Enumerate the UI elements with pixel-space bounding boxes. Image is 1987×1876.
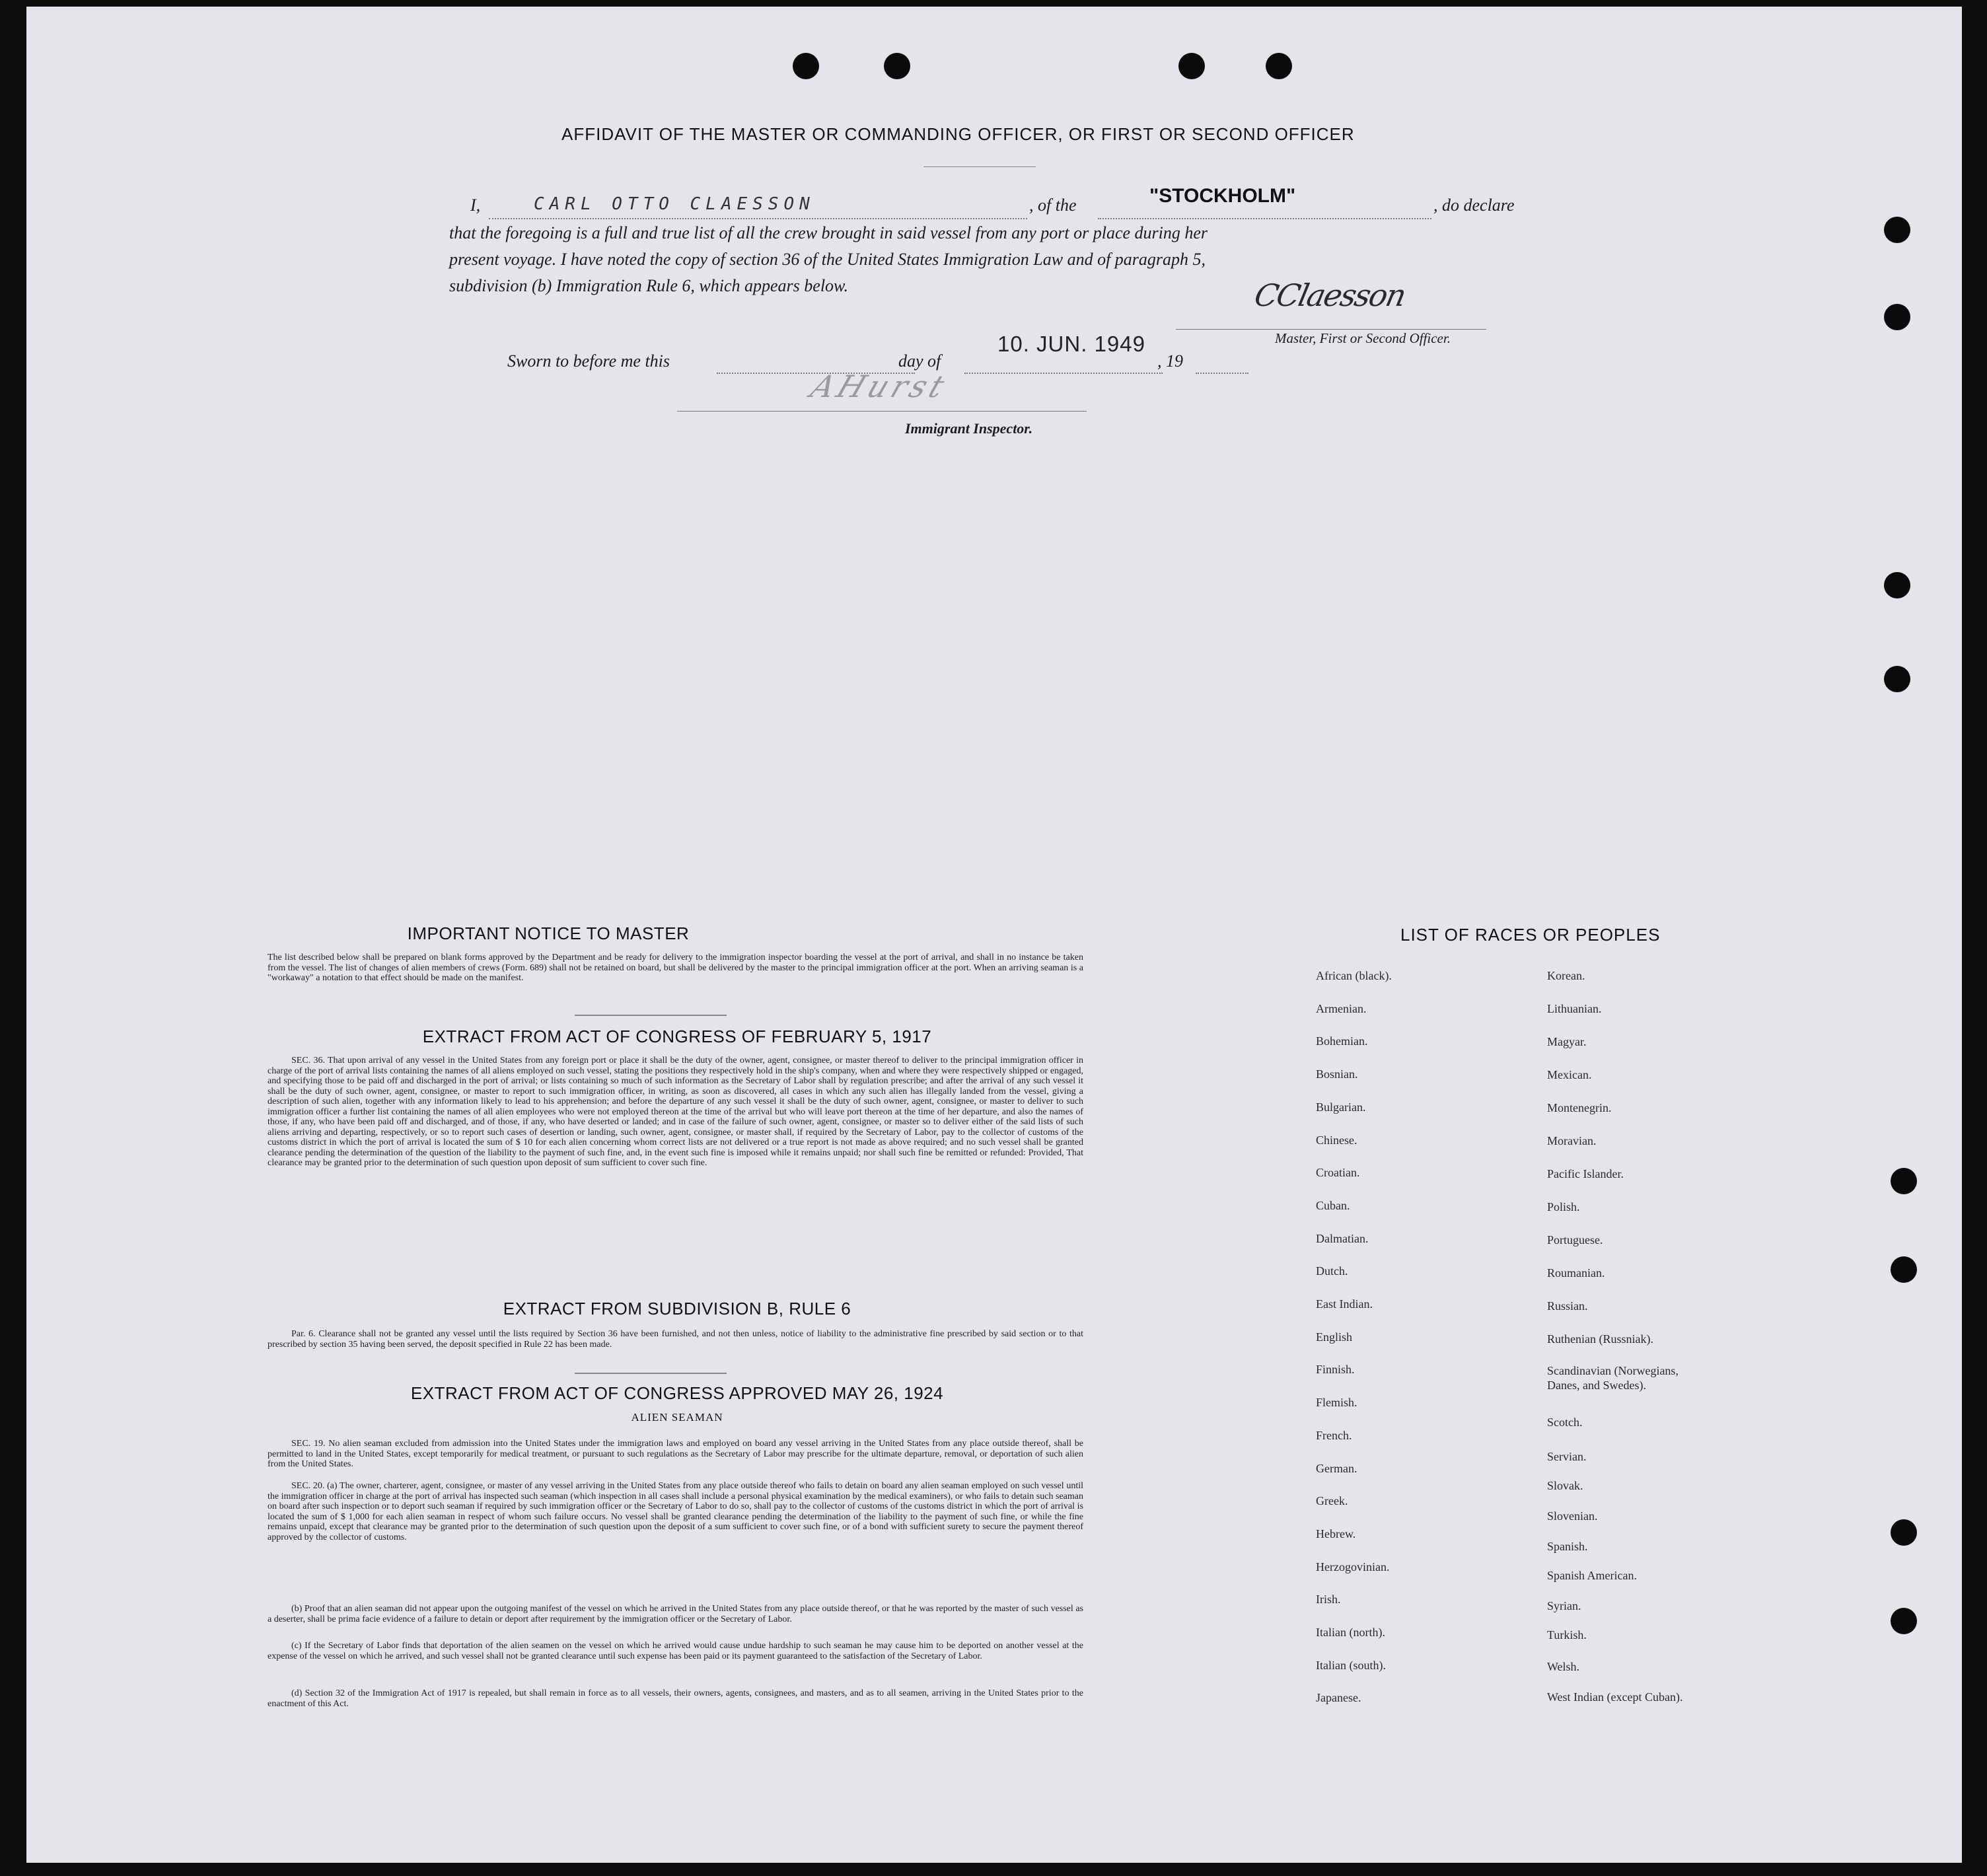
punch-hole xyxy=(1266,53,1292,79)
sworn-month-line xyxy=(964,373,1163,374)
sworn-year-line xyxy=(1196,373,1248,374)
race-item: Mexican. xyxy=(1547,1068,1592,1081)
race-item: Italian (north). xyxy=(1316,1626,1385,1639)
race-item: Scandinavian (Norwegians, Danes, and Swedes). xyxy=(1547,1364,1679,1392)
race-item: Japanese. xyxy=(1316,1691,1361,1705)
punch-hole xyxy=(1891,1168,1917,1194)
race-item: Bosnian. xyxy=(1316,1067,1358,1081)
extract-1924-sec20c: (c) If the Secretary of Labor finds that deportation of the alien seamen on the vessel on which he arrived would cause undue hardship to such seaman he may cause him to be deported on another vessel at the expense of the vessel on which he arrived, and such vessel shall not be granted clearance until such expense has been paid or its payment guaranteed to the satisfaction of the Secretary of Labor. xyxy=(268,1641,1083,1661)
inspector-line xyxy=(677,411,1087,412)
race-item: French. xyxy=(1316,1428,1352,1442)
master-name-line xyxy=(489,218,1027,219)
race-item: Magyar. xyxy=(1547,1035,1587,1048)
extract-1924-sec20b: (b) Proof that an alien seaman did not appear upon the outgoing manifest of the vessel on which he arrived in the United States from any place outside thereof, or that he was reported by the master of such vessel as a deserter, shall be prima facie evidence of a failure to detain or deport after requirement by the immigration officer or the Secretary of Labor. xyxy=(268,1604,1083,1624)
vessel-name-line xyxy=(1098,218,1431,219)
extract-1924-sec20a: SEC. 20. (a) The owner, charterer, agent, consignee, or master of any vessel arriving in the United States from any place outside thereof who fails to detain on board any alien seaman employed on such vessel until the immigration officer in charge at the port of arrival has inspected such seaman (which inspection in all cases shall include a personal physical examination by the medical examiners), or who fails to detain such seaman on board after such inspection or to deport such seaman if required by such immigration officer or the Secretary of Labor to do so, shall pay to the collector of customs of the customs district in which the port of arrival is located the sum of $ 1,000 for each alien seaman in respect of whom such failure occurs. No vessel shall be granted clearance pending the determination of the liability to the payment of such fine, or while the fine remains unpaid, except that clearance may be granted prior to the determination of such question upon the deposit of a sum sufficient to cover such fine, or of a bond with sufficient surety to secure the payment thereof approved by the collector of customs. xyxy=(268,1481,1083,1542)
race-item: Chinese. xyxy=(1316,1133,1357,1147)
race-item: Spanish American. xyxy=(1547,1569,1637,1582)
punch-hole xyxy=(1884,304,1910,330)
signature-caption: Master, First or Second Officer. xyxy=(1275,330,1451,346)
form-sheet xyxy=(26,7,1962,1863)
extract-rule6-title: EXTRACT FROM SUBDIVISION B, RULE 6 xyxy=(503,1299,851,1318)
race-item: Roumanian. xyxy=(1547,1266,1605,1280)
race-item: Russian. xyxy=(1547,1299,1588,1313)
sworn-year-prefix: , 19 xyxy=(1157,351,1183,371)
race-item: East Indian. xyxy=(1316,1297,1373,1311)
race-item: Bulgarian. xyxy=(1316,1100,1366,1114)
sworn-date-stamp[interactable]: 10. JUN. 1949 xyxy=(997,332,1145,356)
affidavit-line1-lead: I, xyxy=(470,196,481,215)
affidavit-line1-mid: , of the xyxy=(1029,196,1077,215)
race-item: Slovak. xyxy=(1547,1479,1583,1492)
signature-line xyxy=(1176,329,1486,330)
race-item: Hebrew. xyxy=(1316,1527,1356,1540)
punch-hole xyxy=(1884,217,1910,243)
race-item: Portuguese. xyxy=(1547,1233,1603,1246)
race-item: Bohemian. xyxy=(1316,1034,1368,1048)
sworn-day-word: day of xyxy=(898,351,941,371)
inspector-signature: AHurst xyxy=(806,369,953,404)
extract-1917-title: EXTRACT FROM ACT OF CONGRESS OF FEBRUARY 5, 1917 xyxy=(422,1027,932,1046)
title-divider xyxy=(923,166,1036,167)
race-item: Slovenian. xyxy=(1547,1509,1598,1523)
race-item: Pacific Islander. xyxy=(1547,1167,1624,1180)
divider xyxy=(575,1015,727,1016)
vessel-name-field[interactable]: "STOCKHOLM" xyxy=(1149,185,1296,207)
affidavit-line3: present voyage. I have noted the copy of section 36 of the United States Immigration Law and of paragraph 5, xyxy=(449,250,1206,269)
race-item: Finnish. xyxy=(1316,1363,1355,1377)
divider xyxy=(575,1373,727,1374)
extract-1924-sec19: SEC. 19. No alien seaman excluded from admission into the United States under the immigration laws and employed on board any vessel arriving in the United States from any place outside thereof, shall be permitted to land in the United States, except temporarily for medical treatment, or pursuant to such regulations as the Secretary of Labor may prescribe for the ultimate departure, removal, or deportation of such alien from the United States. xyxy=(268,1439,1083,1469)
punch-hole xyxy=(1884,666,1910,692)
race-item: Montenegrin. xyxy=(1547,1101,1612,1114)
master-name-field[interactable]: CARL OTTO CLAESSON xyxy=(534,194,815,214)
punch-hole xyxy=(1891,1519,1917,1546)
race-item: Scotch. xyxy=(1547,1416,1583,1429)
notice-title: IMPORTANT NOTICE TO MASTER xyxy=(407,923,690,943)
punch-hole xyxy=(793,53,819,79)
race-item: Croatian. xyxy=(1316,1166,1360,1180)
race-item: Polish. xyxy=(1547,1200,1580,1213)
extract-rule6-body: Par. 6. Clearance shall not be granted any vessel until the lists required by Section 36 have been furnished, and not then unless, notice of liability to the administrative fine prescribed by said section or to that prescribed by section 35 having been served, the deposit specified in Rule 22 has been made. xyxy=(268,1329,1083,1350)
race-item: Lithuanian. xyxy=(1547,1002,1602,1015)
race-item: Irish. xyxy=(1316,1593,1341,1606)
affidavit-line1-end: , do declare xyxy=(1433,196,1515,215)
affidavit-line4: subdivision (b) Immigration Rule 6, which appears below. xyxy=(449,276,848,295)
notice-body: The list described below shall be prepared on blank forms approved by the Department and be ready for delivery to the immigration inspector boarding the vessel at the port of arrival, and shall in no instance be taken from the vessel. The list of changes of alien members of crews (Form. 689) shall not be retained on board, but shall be delivered by the master to the principal immigration officer at the port. When an arriving seaman is a "workaway" a notation to that effect should be made on the manifest. xyxy=(268,953,1083,983)
extract-1924-sec20d: (d) Section 32 of the Immigration Act of 1917 is repealed, but shall remain in force as to all vessels, their owners, agents, consignees, and masters, and as to all seamen, arriving in the United States prior to the enactment of this Act. xyxy=(268,1688,1083,1709)
punch-hole xyxy=(1178,53,1205,79)
race-item: African (black). xyxy=(1316,969,1392,982)
race-item: West Indian (except Cuban). xyxy=(1547,1690,1683,1704)
race-item: Italian (south). xyxy=(1316,1658,1386,1672)
punch-hole xyxy=(884,53,910,79)
affidavit-title: AFFIDAVIT OF THE MASTER OR COMMANDING OFFICER, OR FIRST OR SECOND OFFICER xyxy=(561,124,1355,144)
extract-1917-body: SEC. 36. That upon arrival of any vessel in the United States from any foreign port or place it shall be the duty of the owner, agent, consignee, or master thereof to deliver to the principal immigration officer in charge of the port of arrival lists containing the names of all aliens employed on such vessel, stating the positions they respectively hold in the ship's company, when and where they were respectively shipped or engaged, and specifying those to be paid off and discharged in the port of arrival; or lists containing so much of such information as the Secretary of Labor shall by regulation prescribe; and after the arrival of any such vessel it shall be the duty of such owner, agent, consignee, or master to report to such immigration officer, in writing, as soon as discovered, all cases in which any such alien has illegally landed from the vessel, giving a description of such alien, together with any information likely to lead to his apprehension; and before the departure of any such vessel it shall be the duty of such owner, agent, consignee, or master to deliver to such immigration officer a further list containing the names of all alien employees who were not employed thereon at the time of the arrival but who will leave port thereon at the time of her departure, and also the names of those, if any, who have been paid off and discharged, and of those, if any, who have deserted or landed; and in case of the failure of such owner, agent, consignee, or master so to deliver either of the said lists of such aliens arriving and departing, respectively, or so to report such cases of desertion or landing, such owner, agent, consignee, or master shall, if required by the Secretary of Labor, pay to the collector of customs of the customs district in which the port of arrival is located the sum of $ 10 for each alien concerning whom correct lists are not delivered or a true report is not made as above required; and no such vessel shall be granted clearance pending the determination of the question of the liability to the payment of such fine, and, in the event such fine is imposed while it remains unpaid; nor shall such fine be remitted or refunded: Provided, That clearance may be granted prior to the determination of such question upon deposit of sum sufficient to cover such fine. xyxy=(268,1056,1083,1168)
race-item: Herzogovinian. xyxy=(1316,1560,1390,1573)
race-item: Korean. xyxy=(1547,969,1585,982)
race-item: Servian. xyxy=(1547,1450,1587,1463)
race-item: Turkish. xyxy=(1547,1628,1587,1642)
race-item: Armenian. xyxy=(1316,1001,1367,1015)
punch-hole xyxy=(1891,1608,1917,1634)
race-item: Flemish. xyxy=(1316,1396,1357,1410)
race-item: Welsh. xyxy=(1547,1660,1580,1673)
race-item: German. xyxy=(1316,1461,1357,1475)
punch-hole xyxy=(1891,1256,1917,1283)
race-item: Spanish. xyxy=(1547,1540,1588,1553)
affidavit-line2: that the foregoing is a full and true list of all the crew brought in said vessel from any port or place during her xyxy=(449,223,1208,242)
sworn-lead: Sworn to before me this xyxy=(507,351,670,371)
race-item: English xyxy=(1316,1330,1353,1344)
race-item: Dutch. xyxy=(1316,1264,1348,1278)
extract-1924-subtitle: ALIEN SEAMAN xyxy=(631,1411,723,1424)
inspector-caption: Immigrant Inspector. xyxy=(905,420,1033,437)
race-item: Cuban. xyxy=(1316,1198,1350,1212)
master-signature: CClaesson xyxy=(1251,277,1409,313)
race-item: Greek. xyxy=(1316,1494,1348,1508)
races-title: LIST OF RACES OR PEOPLES xyxy=(1400,925,1661,945)
race-item: Ruthenian (Russniak). xyxy=(1547,1332,1653,1346)
punch-hole xyxy=(1884,572,1910,598)
extract-1924-title: EXTRACT FROM ACT OF CONGRESS APPROVED MAY 26, 1924 xyxy=(410,1383,944,1403)
race-item: Dalmatian. xyxy=(1316,1231,1369,1245)
race-item: Moravian. xyxy=(1547,1134,1597,1147)
race-item: Syrian. xyxy=(1547,1599,1581,1612)
